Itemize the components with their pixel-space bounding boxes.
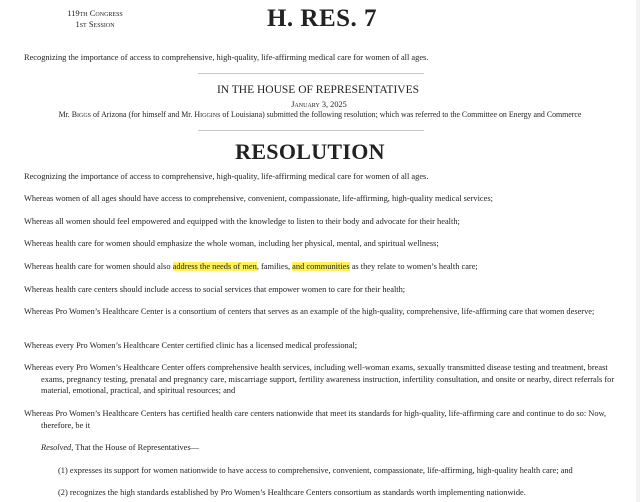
resolution-heading (0, 139, 640, 165)
resolved-clause-2: (2) recognizes the high standards established by Pro Women’s Healthcare Centers consortium as standards worth implementing nationwide. (58, 488, 526, 497)
summary-text: Recognizing the importance of access to comprehensive, high-quality, life-affirming medical care for women of all ages. (24, 53, 429, 62)
bill-number: H. RES. 7 (266, 5, 378, 32)
bill-title (0, 5, 640, 33)
whereas-text: , families, (256, 262, 293, 271)
resolved-label: Resolved, (41, 443, 74, 452)
sponsor-name-higgins: Higgins (194, 110, 221, 119)
vertical-scrollbar[interactable] (636, 0, 640, 502)
divider-top (198, 73, 424, 74)
session-label: 1st Session (75, 19, 115, 29)
sponsor-text-2: of Arizona (for himself and Mr. (90, 110, 195, 119)
whereas-clause-highlighted (24, 261, 604, 273)
congress-label: 119th Congress (67, 8, 123, 18)
resolved-line (41, 442, 621, 454)
sponsor-line (0, 110, 640, 119)
whereas-text: Whereas health care for women should also (24, 262, 173, 271)
whereas-text: as they relate to women’s health care; (349, 262, 478, 271)
chamber-name: IN THE HOUSE OF REPRESENTATIVES (216, 84, 420, 96)
sponsor-text-3: of Louisiana) submitted the following resolution; which was referred to the Committee on Energy and Commerce (220, 110, 582, 119)
whereas-clause: Whereas every Pro Women’s Healthcare Center offers comprehensive health services, including well-woman exams, sexually transmitted disease testing and treatment, breast exams, pregnancy testing, prenatal and pregnancy care, miscarriage support, fertility awareness instruction, infertility consultation, and onsite or nearby, direct referrals for material, emotional, practical, and spiritual resources; and (24, 363, 615, 395)
sponsor-name-biggs: Biggs (71, 110, 91, 119)
resolution-heading-text: RESOLUTION (235, 139, 385, 164)
highlight-communities[interactable]: and communities (292, 262, 350, 271)
chamber-heading (0, 84, 640, 96)
whereas-clause: Whereas Pro Women’s Healthcare Center is a consortium of centers that serves as an example of the high-quality, comprehensive, life-affirming care that women deserve; (24, 307, 595, 316)
whereas-clause: Whereas health care for women should emphasize the whole woman, including her physical, mental, and spiritual wellness; (24, 239, 439, 248)
resolved-text: That the House of Representatives— (73, 443, 199, 452)
highlight-men[interactable]: address the needs of men (172, 262, 257, 271)
whereas-clause: Whereas Pro Women’s Healthcare Centers has certified health care centers nationwide that meet its standards for high-quality, life-affirming care and continue to do so: Now, therefore, be it (24, 409, 607, 430)
whereas-clause: Whereas women of all ages should have access to comprehensive, convenient, compassionate, life-affirming, high-quality medical services; (24, 194, 493, 203)
divider-bottom (198, 130, 424, 131)
resolved-clause-1: (1) expresses its support for women nationwide to have access to comprehensive, convenient, compassionate, life-affirming, high-quality health care; and (58, 466, 573, 475)
whereas-clause: Whereas every Pro Women’s Healthcare Center certified clinic has a licensed medical professional; (24, 341, 358, 350)
resolution-intro: Recognizing the importance of access to comprehensive, high-quality, life-affirming medical care for women of all ages. (24, 172, 429, 181)
introduced-date: January 3, 2025 (291, 100, 347, 109)
date-line (0, 100, 640, 109)
whereas-clause: Whereas health care centers should include access to social services that empower women to care for their health; (24, 285, 406, 294)
whereas-clause: Whereas all women should feel empowered and equipped with the knowledge to listen to their body and advocate for their health; (24, 217, 460, 226)
sponsor-text-1: Mr. (58, 110, 72, 119)
